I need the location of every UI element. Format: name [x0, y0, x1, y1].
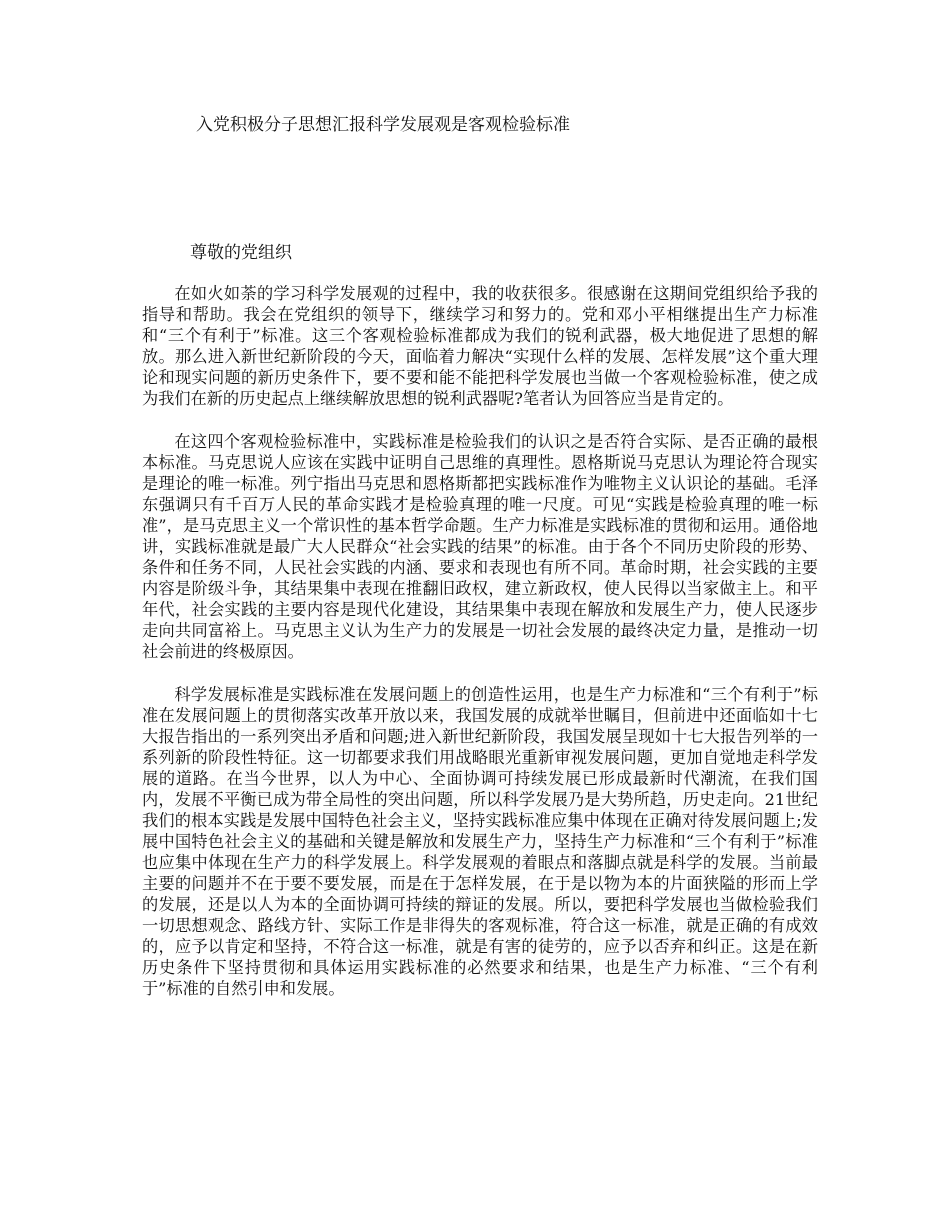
salutation: 尊敬的党组织: [190, 243, 292, 263]
paragraph-3: 科学发展标准是实践标准在发展问题上的创造性运用，也是生产力标准和“三个有利于”标准在发展问题上的贯彻落实改革开放以来，我国发展的成就举世瞩目，但前进中还面临如十七大报告指出的一系列突出矛盾和问题;进入新世纪新阶段，我国发展呈现如十七大报告列举的一系列新的阶段性特征。这一切都要求我们用战略眼光重新审视发展问题，更加自觉地走科学发展的道路。在当今世界，以人为中心、全面协调可持续发展已形成最新时代潮流，在我们国内，发展不平衡已成为带全局性的突出问题，所以科学发展乃是大势所趋，历史走向。21世纪我们的根本实践是发展中国特色社会主义，坚持实践标准应集中体现在正确对待发展问题上;发展中国特色社会主义的基础和关键是解放和发展生产力，坚持生产力标准和“三个有利于”标准也应集中体现在生产力的科学发展上。科学发展观的着眼点和落脚点就是科学的发展。当前最主要的问题并不在于要不要发展，而是在于怎样发展，在于是以物为本的片面狭隘的形而上学的发展，还是以人为本的全面协调可持续的辩证的发展。所以，要把科学发展也当做检验我们一切思想观念、路线方针、实际工作是非得失的客观标准，符合这一标准，就是正确的有成效的，应予以肯定和坚持，不符合这一标准，就是有害的徒劳的，应予以否弃和纠正。这是在新历史条件下坚持贯彻和具体运用实践标准的必然要求和结果，也是生产力标准、“三个有利于”标准的自然引申和发展。: [142, 685, 818, 998]
paragraph-1: 在如火如荼的学习科学发展观的过程中，我的收获很多。很感谢在这期间党组织给予我的指导和帮助。我会在党组织的领导下，继续学习和努力的。党和邓小平相继提出生产力标准和“三个有利于”标准。这三个客观检验标准都成为我们的锐利武器，极大地促进了思想的解放。那么进入新世纪新阶段的今天，面临着力解决“实现什么样的发展、怎样发展”这个重大理论和现实问题的新历史条件下，要不要和能不能把科学发展也当做一个客观检验标准，使之成为我们在新的历史起点上继续解放思想的锐利武器呢?笔者认为回答应当是肯定的。: [142, 284, 818, 408]
paragraph-2: 在这四个客观检验标准中，实践标准是检验我们的认识之是否符合实际、是否正确的最根本标准。马克思说人应该在实践中证明自己思维的真理性。恩格斯说马克思认为理论符合现实是理论的唯一标准。列宁指出马克思和恩格斯都把实践标准作为唯物主义认识论的基础。毛泽东强调只有千百万人民的革命实践才是检验真理的唯一尺度。可见“实践是检验真理的唯一标准”，是马克思主义一个常识性的基本哲学命题。生产力标准是实践标准的贯彻和运用。通俗地讲，实践标准就是最广大人民群众“社会实践的结果”的标准。由于各个不同历史阶段的形势、条件和任务不同，人民社会实践的内涵、要求和表现也有所不同。革命时期，社会实践的主要内容是阶级斗争，其结果集中表现在推翻旧政权，建立新政权，使人民得以当家做主上。和平年代，社会实践的主要内容是现代化建设，其结果集中表现在解放和发展生产力，使人民逐步走向共同富裕上。马克思主义认为生产力的发展是一切社会发展的最终决定力量，是推动一切社会前进的终极原因。: [142, 432, 818, 661]
document-title: 入党积极分子思想汇报科学发展观是客观检验标准: [196, 115, 570, 135]
document-body: [142, 283, 818, 1021]
